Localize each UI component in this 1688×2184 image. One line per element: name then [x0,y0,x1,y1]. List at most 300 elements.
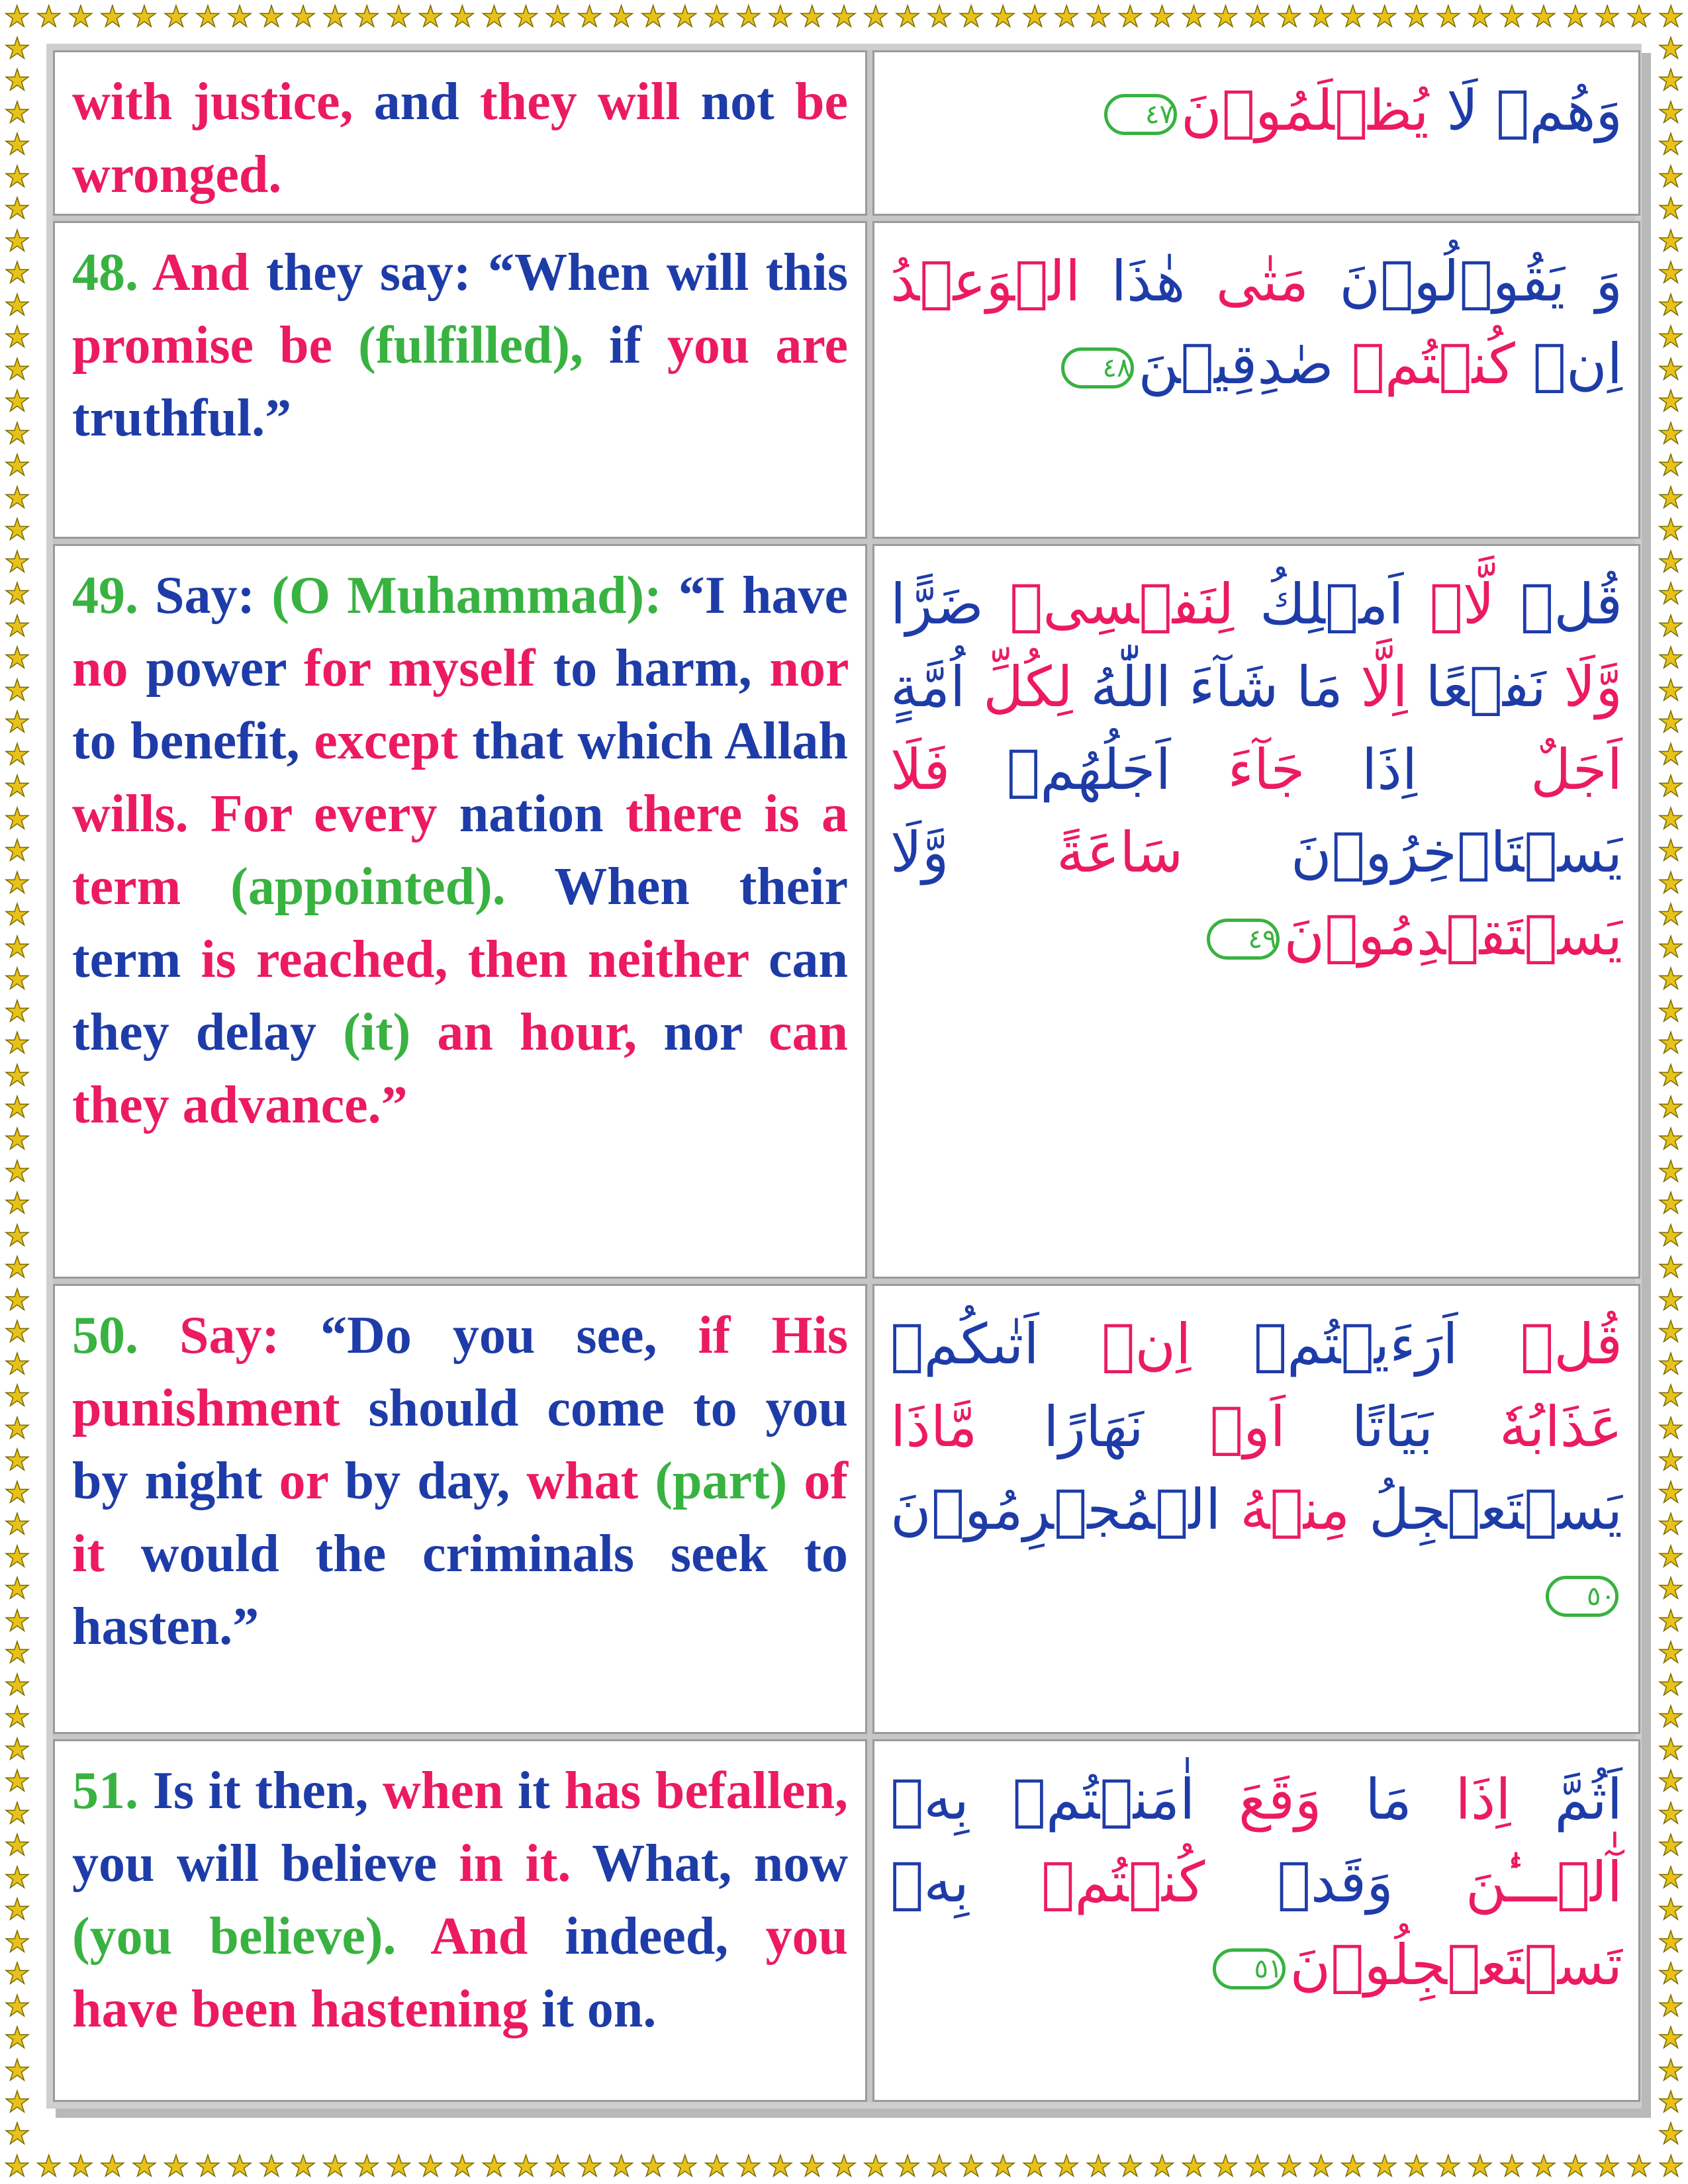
translation-text: nor [637,1003,742,1062]
arabic-verse-cell [872,1284,1640,1734]
arabic-text: جَآءَ [1170,737,1305,802]
top-star-border [0,0,1688,34]
star-icon: ★ [131,1,158,33]
translation-text: is reached, then neither [181,931,749,989]
star-icon: ★ [4,289,30,322]
star-icon: ★ [544,1,571,33]
translation-text: you have been hastening [72,1907,848,2038]
star-icon: ★ [1658,770,1684,803]
star-icon: ★ [1658,64,1684,97]
star-icon: ★ [1658,1380,1684,1413]
translation-text: 51. [72,1762,138,1820]
star-icon: ★ [4,1925,30,1958]
bottom-star-border [0,2150,1688,2184]
translation-text: and [353,73,459,131]
star-icon: ★ [512,2150,539,2183]
star-icon: ★ [1658,802,1684,835]
star-icon: ★ [4,1,30,33]
star-icon: ★ [4,514,30,547]
star-icon: ★ [1180,1,1207,33]
star-icon: ★ [68,2150,94,2183]
star-icon: ★ [385,2150,412,2183]
translation-text: to benefit, [72,712,300,770]
translation-text: can they advance.” [72,1003,849,1134]
star-icon: ★ [4,1765,30,1798]
star-icon: ★ [4,1989,30,2023]
star-icon: ★ [1021,1,1048,33]
star-icon: ★ [4,34,30,65]
arabic-text: لِكُلِّ [965,655,1073,719]
arabic-text: اِنۡ [1515,332,1622,396]
star-icon: ★ [4,1829,30,1862]
star-icon: ★ [1658,481,1684,514]
star-icon: ★ [4,2086,30,2118]
star-icon: ★ [1658,2086,1684,2118]
star-icon: ★ [799,1,825,33]
star-icon: ★ [322,1,348,33]
left-star-border [0,34,34,2150]
star-icon: ★ [1658,931,1684,964]
translation-text: “Do you see, [279,1306,657,1365]
star-icon: ★ [1658,1091,1684,1124]
star-icon: ★ [1658,1893,1684,1927]
star-icon: ★ [1530,1,1557,33]
star-icon: ★ [481,2150,508,2183]
translation-text: that which Allah [457,712,848,770]
star-icon: ★ [1658,1059,1684,1092]
star-icon: ★ [4,738,30,771]
star-icon: ★ [990,2150,1016,2183]
arabic-text: وَّلَا [1546,655,1622,719]
star-icon: ★ [4,706,30,739]
translation-text: should come to you by night [72,1379,848,1510]
arabic-text: قُلۡ [1494,572,1622,637]
star-icon: ★ [4,2150,30,2183]
arabic-verse-cell [872,544,1640,1279]
star-icon: ★ [1658,1347,1684,1381]
star-icon: ★ [1467,2150,1493,2183]
star-icon: ★ [1658,738,1684,771]
arabic-text: مَا شَآءَ اللّٰهُ​ [1072,655,1343,719]
star-icon: ★ [4,1958,30,1991]
star-icon: ★ [639,1,667,33]
star-icon: ★ [4,1508,30,1541]
star-icon: ★ [195,1,221,33]
ayah-number-marker: ٥١ [1213,1948,1286,1989]
star-icon: ★ [4,642,30,675]
arabic-text: مِنۡهُ [1221,1477,1350,1542]
translation-text: What, now [571,1835,848,1893]
star-icon: ★ [1085,1,1112,33]
arabic-text: نَهَارًا [977,1394,1144,1459]
star-icon: ★ [1562,2150,1589,2183]
star-icon: ★ [226,1,253,33]
star-icon: ★ [1658,160,1684,193]
translation-text: there is a term [72,785,848,916]
star-icon: ★ [1212,2150,1239,2183]
star-icon: ★ [767,2150,794,2183]
star-icon: ★ [1658,257,1684,290]
star-icon: ★ [4,674,30,707]
star-icon: ★ [4,1412,30,1445]
star-icon: ★ [1658,578,1684,611]
translation-text: Say: [138,1306,280,1365]
star-icon: ★ [990,1,1016,33]
star-icon: ★ [1658,1958,1684,1991]
star-icon: ★ [4,128,30,161]
star-icon: ★ [4,1027,30,1060]
translation-text: not [680,73,774,131]
star-icon: ★ [4,1476,30,1509]
arabic-text: الۡوَعۡدُ [890,249,1081,314]
star-icon: ★ [1339,1,1366,33]
star-icon: ★ [353,1,380,33]
star-icon: ★ [1658,1989,1684,2023]
arabic-text: اَتٰٮكُمۡ [890,1312,1039,1377]
translation-text: And [396,1907,528,1966]
star-icon: ★ [4,1604,30,1637]
arabic-text: اَجَلُهُمۡ [950,737,1171,802]
star-icon: ★ [1562,1,1589,33]
translation-text: When their term [72,858,849,989]
arabic-text: وَقَدۡ [1205,1850,1393,1915]
english-translation-cell [53,1284,867,1734]
arabic-text: سَاعَةً [949,820,1184,885]
star-icon: ★ [799,2150,825,2183]
star-icon: ★ [608,2150,635,2183]
star-icon: ★ [4,1797,30,1830]
star-icon: ★ [894,1,921,33]
star-icon: ★ [1244,1,1271,33]
translation-text: 50. [72,1306,138,1365]
star-icon: ★ [1658,1797,1684,1830]
star-icon: ★ [639,2150,667,2183]
translation-text: if [657,1306,731,1365]
star-icon: ★ [1658,1572,1684,1606]
star-icon: ★ [4,481,30,514]
star-icon: ★ [1658,1508,1684,1541]
translation-text: (O Muhammad): [255,567,662,625]
star-icon: ★ [68,1,94,33]
star-icon: ★ [1658,289,1684,322]
translation-text: if [583,316,641,375]
arabic-text: اَجَلٌ ​ [1417,737,1623,802]
arabic-text: بَيَاتًا [1286,1394,1434,1459]
arabic-text: اَرَءَيۡتُمۡ [1191,1312,1458,1377]
translation-text: an hour, [410,1003,637,1062]
star-icon: ★ [1658,193,1684,226]
arabic-text: عَذَابُهٗ [1433,1394,1623,1459]
star-icon: ★ [1658,674,1684,707]
star-icon: ★ [671,1,698,33]
star-icon: ★ [1658,449,1684,482]
star-icon: ★ [4,96,30,129]
star-icon: ★ [4,160,30,193]
star-icon: ★ [4,2022,30,2055]
star-icon: ★ [894,2150,921,2183]
arabic-text: اَوۡ [1143,1394,1286,1459]
arabic-text: لِنَفۡسِىۡ [984,572,1235,637]
translation-text: (part) [638,1452,788,1510]
star-icon: ★ [608,1,635,33]
arabic-text: اَمۡلِكُ [1234,572,1404,637]
arabic-text: مَتٰى [1185,249,1309,314]
star-icon: ★ [417,2150,444,2183]
star-icon: ★ [353,2150,380,2183]
star-icon: ★ [290,1,316,33]
star-icon: ★ [1372,1,1398,33]
star-icon: ★ [1658,1829,1684,1862]
star-icon: ★ [195,2150,221,2183]
verse-table [53,50,1635,2102]
star-icon: ★ [576,2150,603,2183]
arabic-verse-cell [872,1739,1640,2102]
star-icon: ★ [4,1861,30,1894]
star-icon: ★ [1658,963,1684,996]
star-icon: ★ [163,2150,189,2183]
arabic-text: بِهٖ [890,1850,969,1915]
translation-text: (appointed). [181,858,506,916]
translation-text: nor [751,639,849,698]
star-icon: ★ [4,1316,30,1349]
star-icon: ★ [417,1,444,33]
translation-text: (you believe). [72,1907,397,1966]
arabic-text: وَ يَقُوۡلُوۡنَ [1309,249,1622,314]
star-icon: ★ [1117,2150,1144,2183]
translation-text: Is it then, [138,1762,369,1820]
translation-text: except [299,712,458,770]
star-icon: ★ [4,610,30,643]
arabic-text: الۡمُجۡرِمُوۡنَ [890,1477,1221,1542]
star-icon: ★ [1658,610,1684,643]
star-icon: ★ [99,2150,126,2183]
star-icon: ★ [544,2150,571,2183]
translation-text: nation [437,785,604,843]
english-translation-cell [53,221,867,539]
star-icon: ★ [1658,899,1684,932]
star-icon: ★ [1658,128,1684,161]
star-icon: ★ [1435,2150,1462,2183]
star-icon: ★ [4,1444,30,1477]
star-icon: ★ [449,1,476,33]
star-icon: ★ [1435,1,1462,33]
arabic-text: وَقَعَ [1195,1767,1322,1832]
star-icon: ★ [449,2150,476,2183]
star-icon: ★ [322,2150,348,2183]
arabic-text: يَسۡتَاۡخِرُوۡنَ [1183,820,1622,885]
star-icon: ★ [1658,1861,1684,1894]
star-icon: ★ [735,2150,762,2183]
star-icon: ★ [4,802,30,835]
star-icon: ★ [1658,642,1684,675]
star-icon: ★ [4,257,30,290]
translation-text: His punishment [72,1306,849,1437]
arabic-text: كُنۡتُمۡ [968,1850,1205,1915]
star-icon: ★ [4,1540,30,1573]
star-icon: ★ [4,1091,30,1124]
star-icon: ★ [1117,1,1144,33]
star-icon: ★ [4,1219,30,1252]
star-icon: ★ [1658,353,1684,386]
star-icon: ★ [1307,1,1335,33]
star-icon: ★ [831,2150,857,2183]
arabic-verse-cell [872,221,1640,539]
translation-text: they will [459,73,680,131]
translation-text: truthful.” [72,389,292,447]
star-icon: ★ [4,1668,30,1702]
star-icon: ★ [1658,34,1684,65]
english-translation-cell [53,50,867,216]
star-icon: ★ [226,2150,253,2183]
star-icon: ★ [1626,1,1652,33]
star-icon: ★ [4,835,30,868]
star-icon: ★ [1658,1765,1684,1798]
star-icon: ★ [1658,514,1684,547]
star-icon: ★ [1499,1,1525,33]
arabic-text: وَهُمۡ لَا [1429,78,1622,143]
translation-text: for myself [286,639,536,698]
translation-text: to harm, [535,639,752,698]
star-icon: ★ [131,2150,158,2183]
star-icon: ★ [4,1251,30,1285]
star-icon: ★ [926,1,953,33]
translation-text: it [503,1762,550,1820]
star-icon: ★ [1658,2054,1684,2087]
star-icon: ★ [4,578,30,611]
translation-text: “I have [661,567,849,625]
star-icon: ★ [99,1,126,33]
arabic-text: وَّلَا [890,820,949,885]
arabic-text: اِذَا [1411,1767,1511,1832]
translation-text: wills. For every [72,785,438,843]
arabic-text: يَسۡتَعۡجِلُ [1350,1477,1622,1542]
star-icon: ★ [958,2150,984,2183]
translation-text: (it) [316,1003,411,1062]
translation-text: by day, [328,1452,510,1510]
english-translation-cell [53,1739,867,2102]
star-icon: ★ [512,1,539,33]
star-icon: ★ [735,1,762,33]
star-icon: ★ [4,1187,30,1220]
star-icon: ★ [704,2150,730,2183]
star-icon: ★ [4,1637,30,1670]
star-icon: ★ [1212,1,1239,33]
star-icon: ★ [1276,1,1303,33]
star-icon: ★ [4,2118,30,2150]
star-icon: ★ [1053,2150,1080,2183]
star-icon: ★ [1658,995,1684,1028]
star-icon: ★ [1658,706,1684,739]
star-icon: ★ [4,1701,30,1734]
translation-text: what [510,1452,639,1510]
arabic-text: اٰمَنۡتُمۡ بِهٖ​ [890,1767,1196,1832]
star-icon: ★ [36,1,62,33]
translation-text: or [262,1452,328,1510]
star-icon: ★ [4,449,30,482]
star-icon: ★ [4,1380,30,1413]
star-icon: ★ [4,417,30,450]
star-icon: ★ [1658,2022,1684,2055]
star-icon: ★ [671,2150,698,2183]
star-icon: ★ [1276,2150,1303,2183]
star-icon: ★ [1658,96,1684,129]
arabic-text: قُلۡ [1458,1312,1622,1377]
arabic-text: اِنۡ [1039,1312,1192,1377]
star-icon: ★ [4,1572,30,1606]
star-icon: ★ [1530,2150,1557,2183]
star-icon: ★ [1499,2150,1525,2183]
star-icon: ★ [163,1,189,33]
arabic-text: نَفۡعًا [1407,655,1546,719]
translation-text: you are [641,316,848,375]
translation-text: in it. [437,1835,571,1893]
arabic-text: آٰلۡـــٰٔنَ [1393,1850,1623,1915]
arabic-text: هٰذَا [1080,249,1186,314]
star-icon: ★ [1180,2150,1207,2183]
star-icon: ★ [1658,385,1684,418]
ayah-number-marker: ٤٩ [1207,919,1280,960]
star-icon: ★ [1658,321,1684,354]
translation-text: can they delay [72,931,848,1062]
arabic-text: اِلَّا [1342,655,1408,719]
star-icon: ★ [863,2150,889,2183]
star-icon: ★ [1021,2150,1048,2183]
star-icon: ★ [1658,417,1684,450]
star-icon: ★ [704,1,730,33]
star-icon: ★ [1658,1219,1684,1252]
star-icon: ★ [4,1347,30,1381]
star-icon: ★ [1085,2150,1112,2183]
translation-text: of it [72,1452,848,1583]
star-icon: ★ [1403,2150,1430,2183]
star-icon: ★ [36,2150,62,2183]
star-icon: ★ [4,1283,30,1316]
star-icon: ★ [4,899,30,932]
star-icon: ★ [4,321,30,354]
arabic-text: كُنۡتُمۡ [1333,332,1515,396]
star-icon: ★ [1658,2118,1684,2150]
star-icon: ★ [385,1,412,33]
star-icon: ★ [1658,1701,1684,1734]
star-icon: ★ [4,1733,30,1766]
arabic-text: يُظۡلَمُوۡنَ [1180,78,1429,143]
arabic-text: يَسۡتَقۡدِمُوۡنَ [1284,903,1622,968]
ayah-number-marker: ٤٨ [1061,347,1134,388]
star-icon: ★ [4,995,30,1028]
star-icon: ★ [1053,1,1080,33]
star-icon: ★ [290,2150,316,2183]
arabic-text: تَسۡتَعۡجِلُوۡنَ [1289,1933,1622,1997]
star-icon: ★ [1658,1733,1684,1766]
translation-text: has befallen, [549,1762,849,1820]
arabic-text: لَّاۤ [1403,572,1495,637]
translation-text: it on. [528,1980,657,2038]
star-icon: ★ [1626,2150,1652,2183]
star-icon: ★ [1658,1027,1684,1060]
arabic-verse-cell [872,50,1640,216]
star-icon: ★ [1658,835,1684,868]
translation-text: when [368,1762,504,1820]
right-star-border [1654,34,1688,2150]
star-icon: ★ [4,1155,30,1188]
ayah-number-marker: ٤٧ [1104,94,1177,135]
star-icon: ★ [4,1059,30,1092]
star-icon: ★ [4,2054,30,2087]
arabic-text: مَا [1321,1767,1412,1832]
star-icon: ★ [831,1,857,33]
star-icon: ★ [1658,545,1684,578]
translation-text: power [128,639,287,698]
